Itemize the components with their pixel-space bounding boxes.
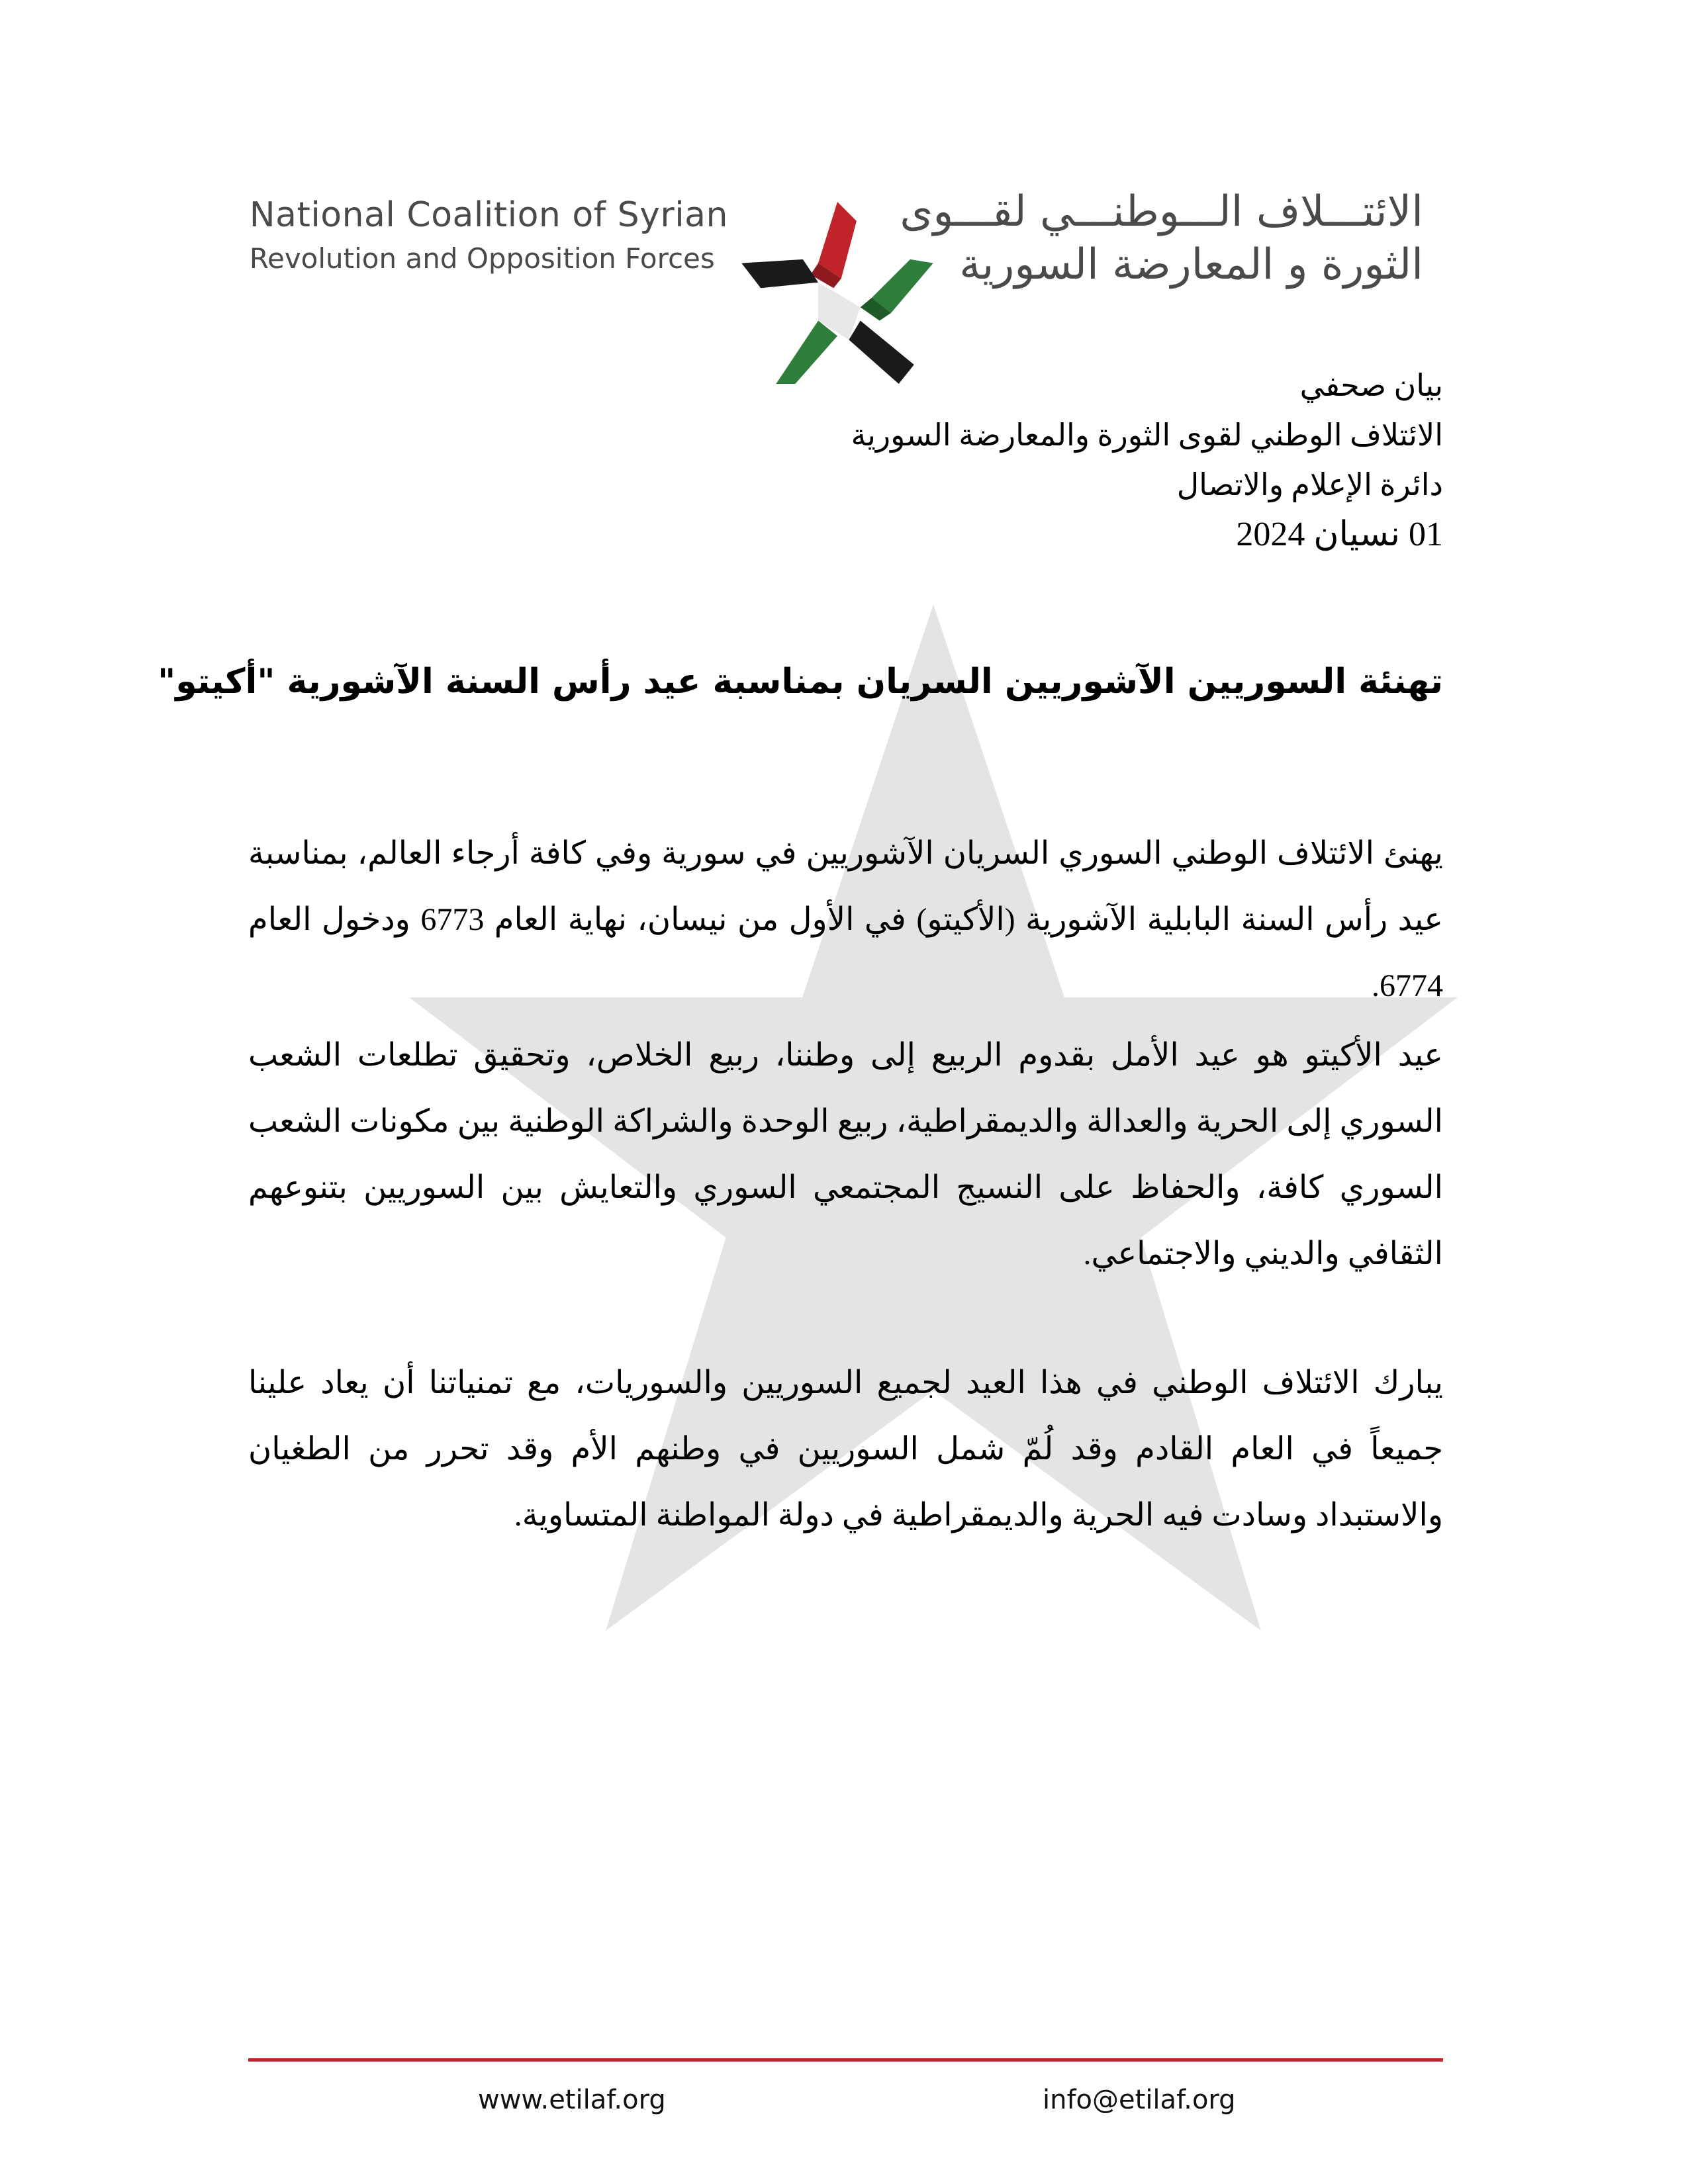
statement-title: تهنئة السوريين الآشوريين السريان بمناسبة عيد رأس السنة الآشورية "أكيتو" [158,662,1443,702]
paragraph-3: يبارك الائتلاف الوطني في هذا العيد لجميع السوريين والسوريات، مع تمنياتنا أن يعاد علينا جميعاً في العام القادم وقد لُمّ شمل السوريين في وطنهم الأم وقد تحرر من الطغيان والاستبداد وسادت فيه الحرية والديمقراطية في دولة المواطنة المتساوية. [248,1365,1443,1533]
org-name-arabic-line1: الائتـــلاف الـــوطنـــي لقـــوى [900,187,1423,236]
statement-meta [851,361,1443,559]
issuing-organization: الائتلاف الوطني لقوى الثورة والمعارضة السورية [851,418,1443,452]
department-name: دائرة الإعلام والاتصال [1176,468,1443,502]
paragraph-2: عيد الأكيتو هو عيد الأمل بقدوم الربيع إلى وطننا، ربيع الخلاص، وتحقيق تطلعات الشعب السوري إلى الحرية والعدالة والديمقراطية، ربيع الوحدة والشراكة الوطنية بين مكونات الشعب السوري كافة، والحفاظ على النسيج المجتمعي السوري والتعايش بين السوريين بتنوعهم الثقافي والديني والاجتماعي. [248,1038,1443,1271]
footer-email-link[interactable]: info@etilaf.org [1043,2085,1236,2115]
footer-divider [248,2058,1443,2062]
org-name-english-line1: National Coalition of Syrian [249,195,728,235]
statement-type: بيان صحفي [1299,369,1443,402]
org-name-arabic-line2: الثورة و المعارضة السورية [959,240,1423,289]
org-name-english-line2: Revolution and Opposition Forces [249,242,715,275]
footer-website-link[interactable]: www.etilaf.org [478,2085,666,2115]
org-name-arabic [900,185,1423,291]
letterhead [0,99,1688,298]
statement-date: 01 نسيان 2024 [1236,516,1443,553]
org-name-english [250,192,728,279]
paragraph-1: يهنئ الائتلاف الوطني السوري السريان الآشوريين في سورية وفي كافة أرجاء العالم، بمناسبة عيد رأس السنة البابلية الآشورية (الأكيتو) في الأول من نيسان، نهاية العام 6773 ودخول العام 6774. [248,836,1444,1003]
